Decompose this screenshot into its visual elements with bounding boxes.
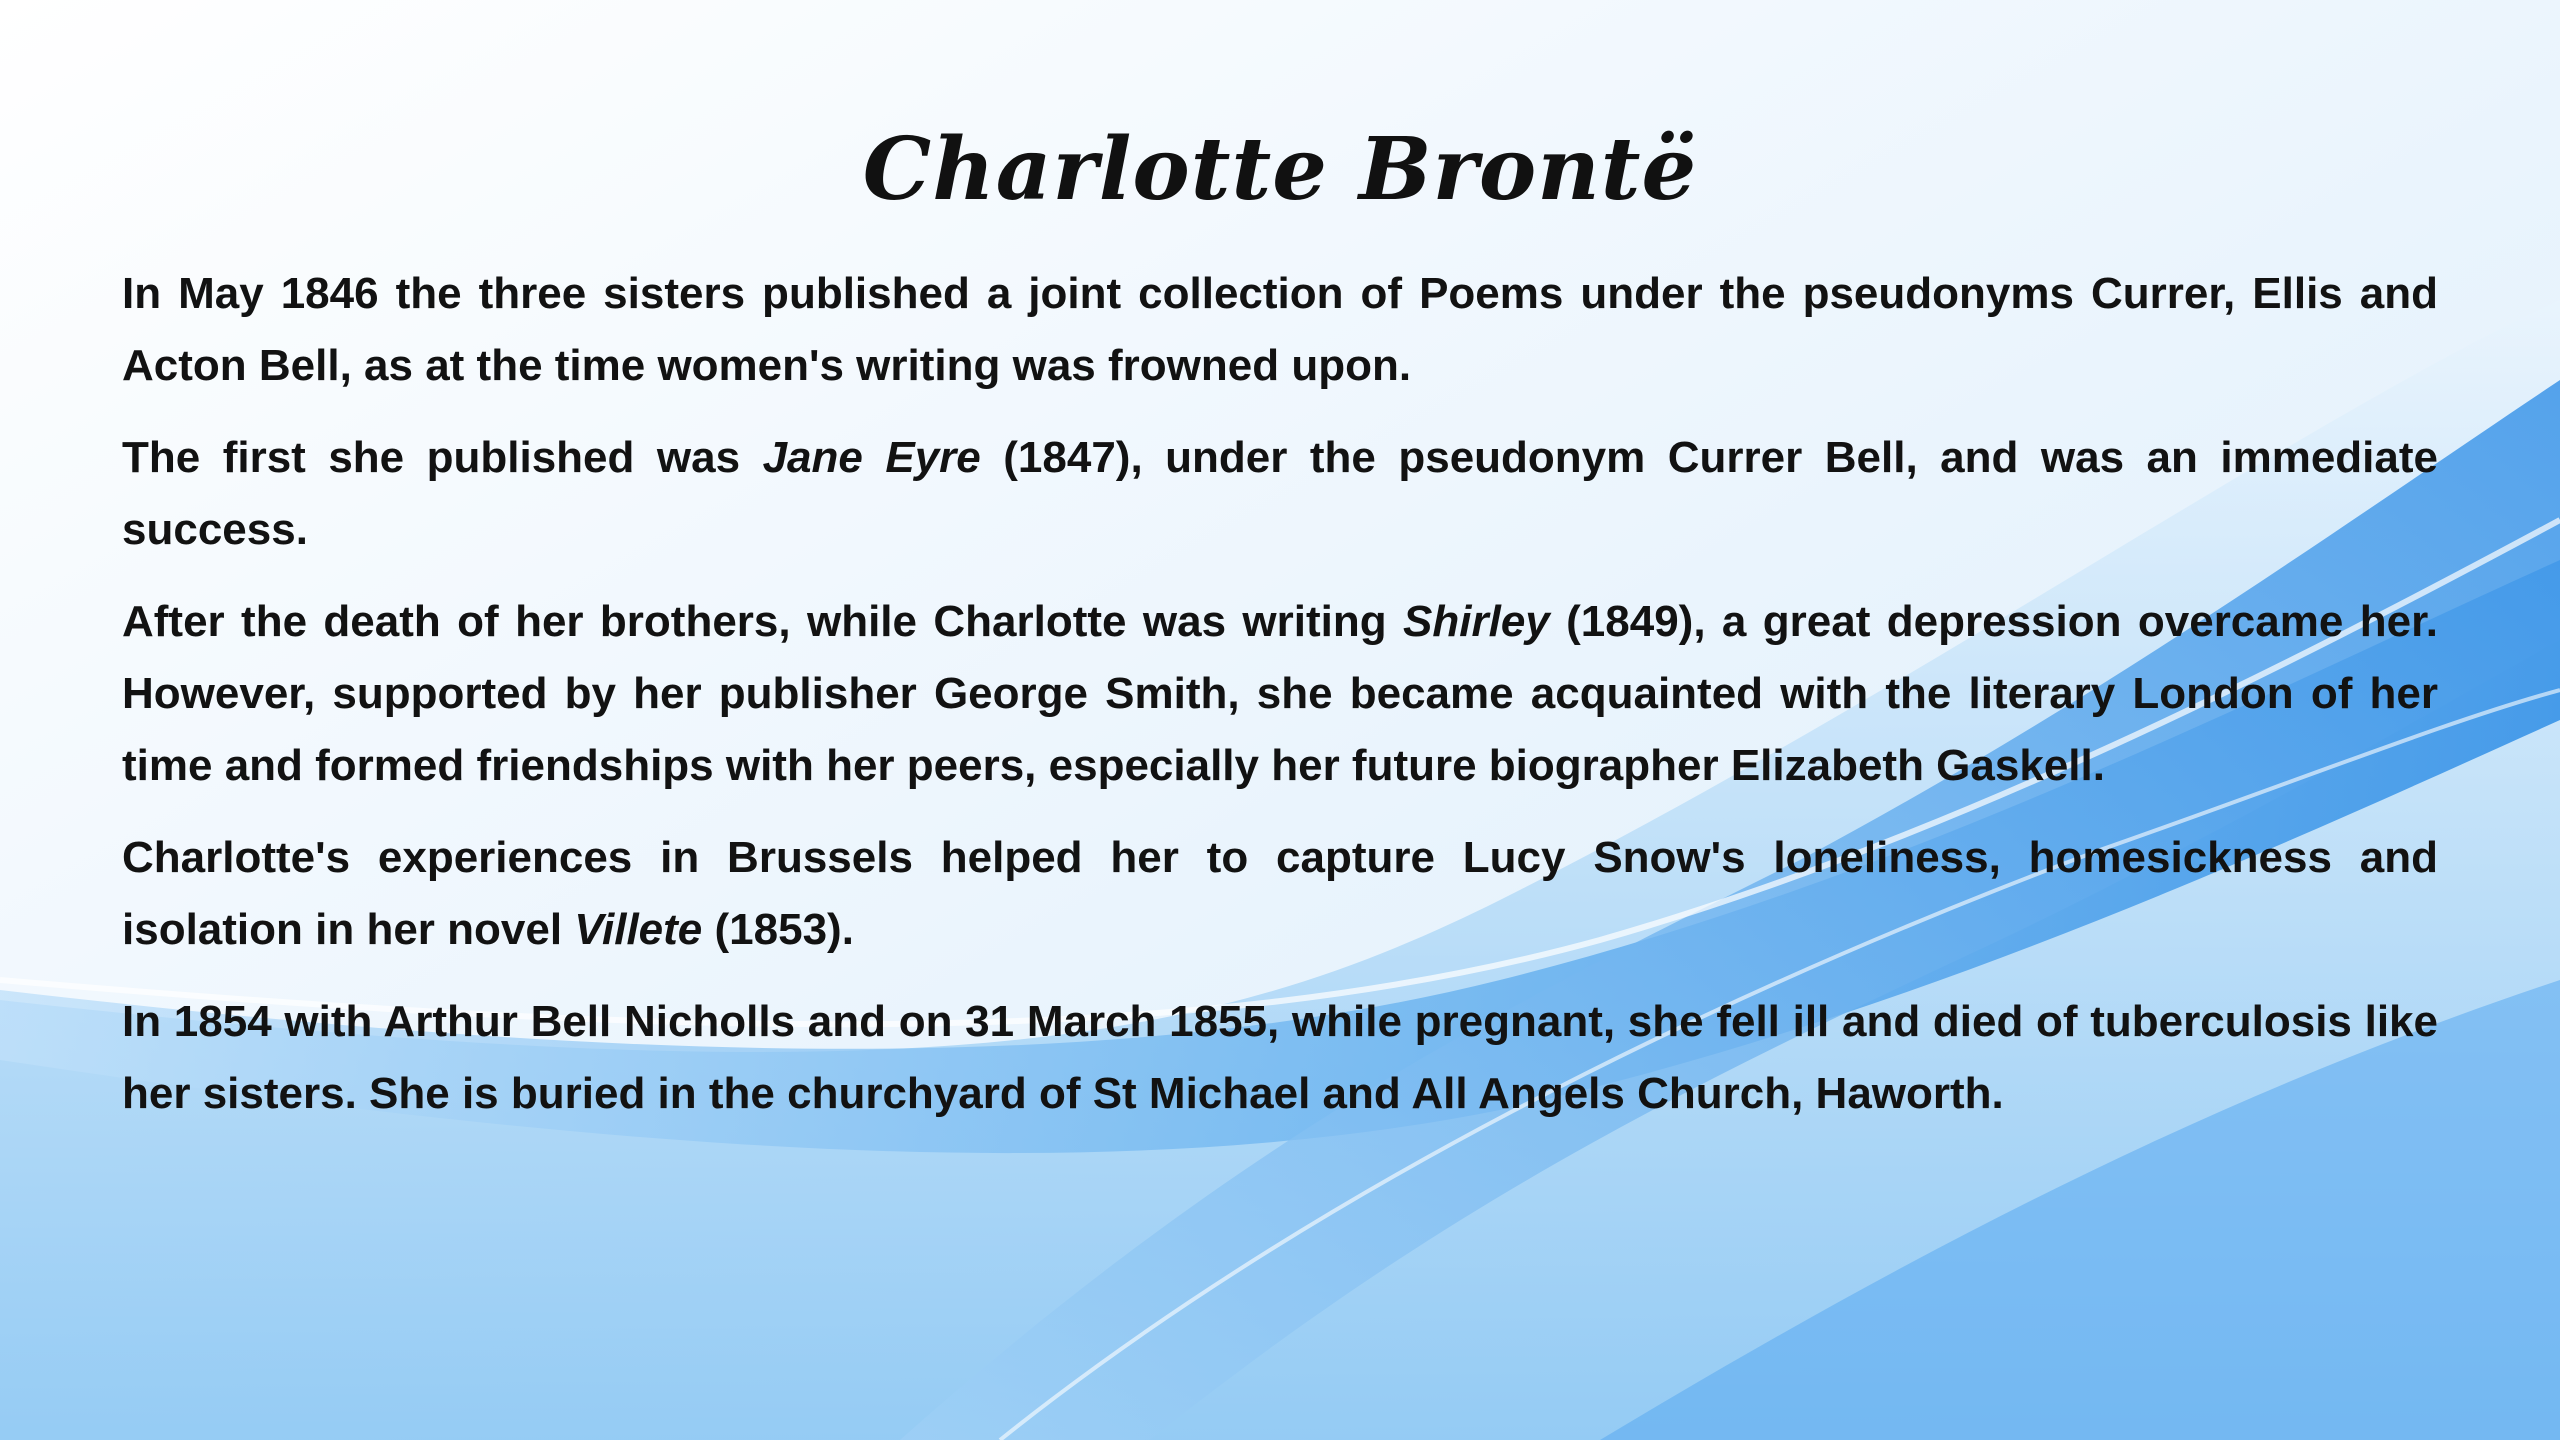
paragraph xyxy=(122,586,2438,802)
paragraph-text: In 1854 with Arthur Bell Nicholls and on 31 March 1855, while pregnant, she fell ill and died of tuberculosis like her sisters. She is buried in the churchyard of St Michael and All Angels Church, Haworth. xyxy=(122,997,2438,1118)
book-title-shirley: Shirley xyxy=(1403,597,1550,646)
paragraph xyxy=(122,822,2438,966)
book-title-villete: Villete xyxy=(574,905,703,954)
paragraph xyxy=(122,986,2438,1130)
book-title-jane-eyre: Jane Eyre xyxy=(762,433,981,482)
paragraph-text: (1849), a great depression overcame her. However, supported by her publisher George Smith, she became acquainted with the literary London of her time and formed friendships with her peers, especially her future biographer Elizabeth Gaskell. xyxy=(122,597,2438,790)
slide-title: Charlotte Brontë xyxy=(862,119,1698,220)
paragraph-text: Charlotte's experiences in Brussels helped her to capture Lucy Snow's loneliness, homesickness and isolation in her novel xyxy=(122,833,2438,954)
paragraph-text: (1847), under the pseudonym Currer Bell, and was an immediate success. xyxy=(122,433,2439,554)
paragraph-text: After the death of her brothers, while Charlotte was writing xyxy=(122,597,1404,646)
paragraph xyxy=(122,258,2438,402)
paragraph xyxy=(122,422,2438,566)
slide-content xyxy=(122,110,2438,1150)
paragraph-text: In May 1846 the three sisters published a joint collection of Poems under the pseudonyms Currer, Ellis and Acton Bell, as at the time women's writing was frowned upon. xyxy=(122,269,2438,390)
paragraph-text: (1853). xyxy=(702,905,854,954)
paragraph-text: The first she published was xyxy=(122,433,763,482)
